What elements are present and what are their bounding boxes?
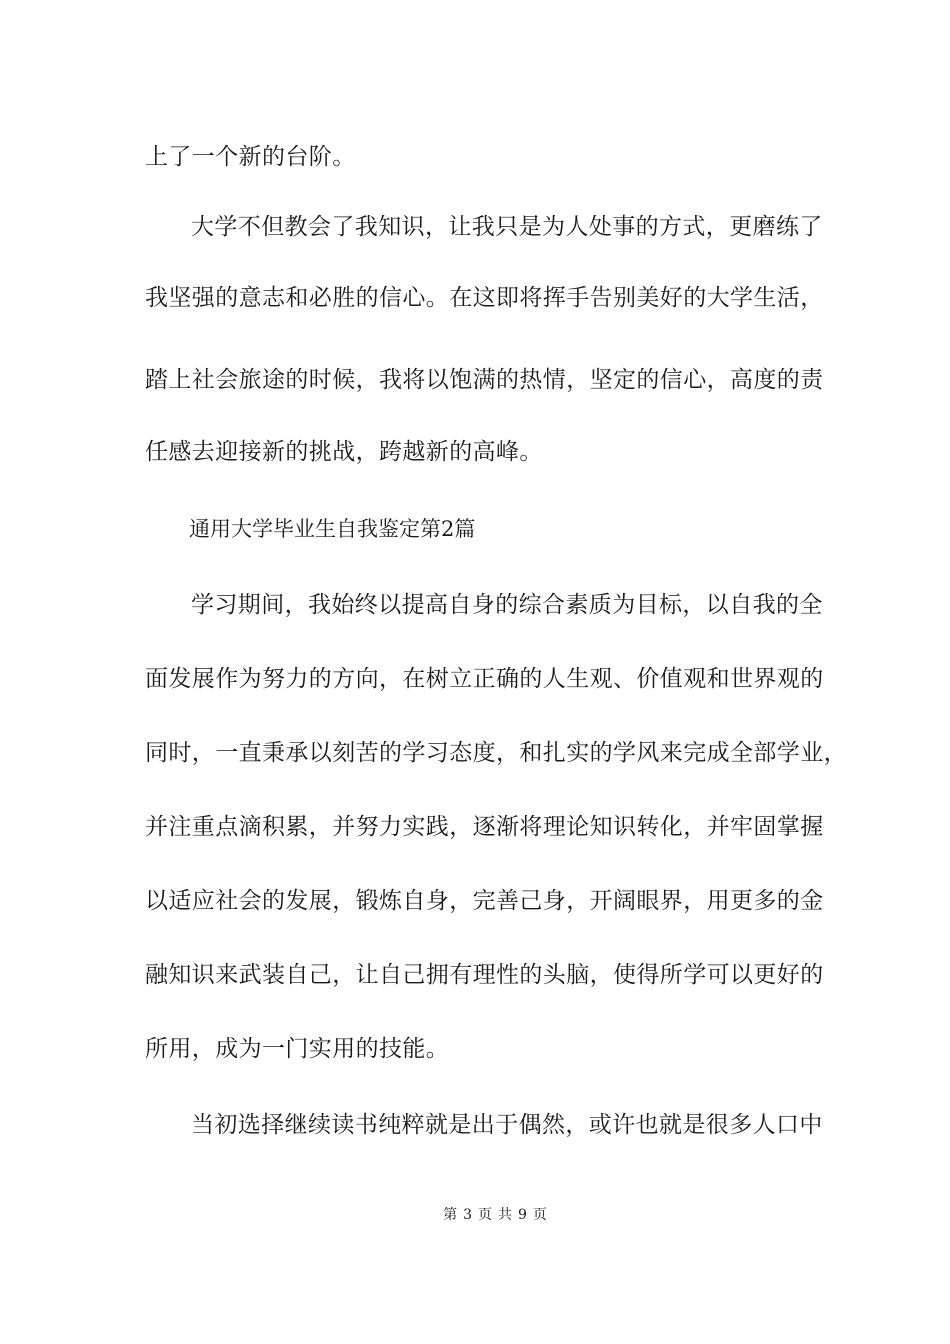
text-line-12: 融知识来武装自己，让自己拥有理性的头脑，使得所学可以更好的 xyxy=(145,962,824,988)
text-line-9: 同时，一直秉承以刻苦的学习态度，和扎实的学风来完成全部学业， xyxy=(145,740,847,766)
text-line-14: 当初选择继续读书纯粹就是出于偶然，或许也就是很多人口中 xyxy=(191,1112,823,1138)
footer-label-gong: 共 xyxy=(498,1207,512,1223)
section-heading: 通用大学毕业生自我鉴定第2篇 xyxy=(189,517,476,541)
text-line-1: 上了一个新的台阶。 xyxy=(145,144,356,170)
text-line-2: 大学不但教会了我知识，让我只是为人处事的方式，更磨练了 xyxy=(191,214,823,240)
text-line-10: 并注重点滴积累，并努力实践，逐渐将理论知识转化，并牢固掌握 xyxy=(145,814,824,840)
text-line-7: 学习期间，我始终以提高自身的综合素质为目标，以自我的全 xyxy=(191,592,823,618)
text-line-3: 我坚强的意志和必胜的信心。在这即将挥手告别美好的大学生活， xyxy=(145,285,824,311)
text-line-13: 所用，成为一门实用的技能。 xyxy=(145,1036,450,1062)
footer-current-page: 3 xyxy=(463,1207,472,1223)
footer-label-di: 第 xyxy=(443,1207,458,1223)
footer-label-ye: 页 xyxy=(478,1207,492,1223)
text-line-11: 以适应社会的发展，锻炼自身，完善己身，开阔眼界，用更多的金 xyxy=(145,888,824,914)
text-line-5: 任感去迎接新的挑战，跨越新的高峰。 xyxy=(145,439,543,465)
page-footer xyxy=(0,1206,950,1224)
footer-label-ye-total: 页 xyxy=(532,1207,547,1223)
text-line-4: 踏上社会旅途的时候，我将以饱满的热情，坚定的信心，高度的责 xyxy=(145,367,824,393)
footer-total-pages: 9 xyxy=(518,1207,527,1223)
text-line-8: 面发展作为努力的方向，在树立正确的人生观、价值观和世界观的 xyxy=(145,666,824,692)
